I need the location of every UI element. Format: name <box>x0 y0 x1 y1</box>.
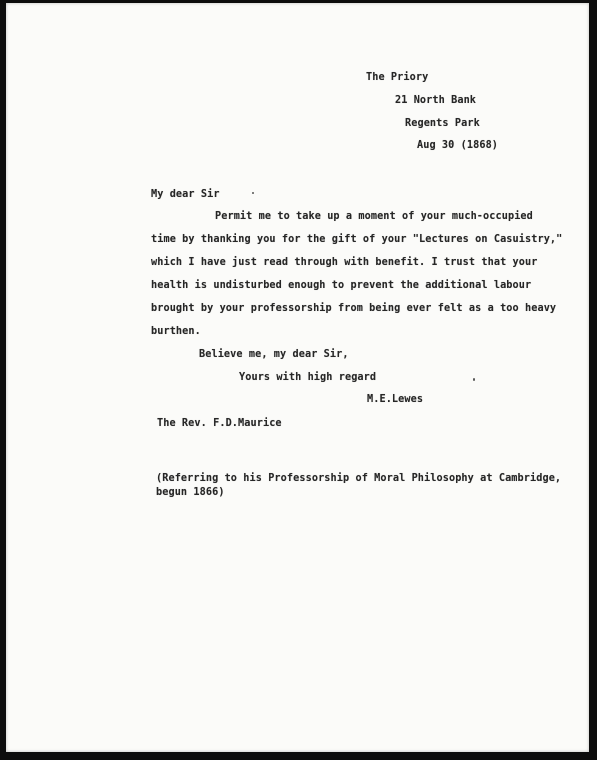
body-line-6: burthen. <box>151 326 201 337</box>
body-line-4: health is undisturbed enough to prevent the additional labour <box>151 280 532 291</box>
note-line-2: begun 1866) <box>156 487 225 498</box>
letter-date: Aug 30 (1868) <box>417 140 499 151</box>
letter-page <box>6 3 589 752</box>
salutation: My dear Sir <box>151 189 220 200</box>
address-line-1: The Priory <box>366 72 429 83</box>
stray-ink-mark <box>473 378 475 381</box>
body-line-3: which I have just read through with benefit. I trust that your <box>151 257 538 268</box>
body-line-2: time by thanking you for the gift of your "Lectures on Casuistry," <box>151 234 563 245</box>
signature: M.E.Lewes <box>367 394 424 405</box>
stray-ink-dot <box>252 192 254 194</box>
address-line-2: 21 North Bank <box>395 95 477 106</box>
address-line-3: Regents Park <box>405 118 480 129</box>
closing-line-2: Yours with high regard <box>239 372 377 383</box>
closing-line-1: Believe me, my dear Sir, <box>199 349 349 360</box>
body-line-1: Permit me to take up a moment of your much-occupied <box>215 211 533 222</box>
body-line-5: brought by your professorship from being ever felt as a too heavy <box>151 303 557 314</box>
recipient: The Rev. F.D.Maurice <box>157 418 282 429</box>
note-line-1: (Referring to his Professorship of Moral Philosophy at Cambridge, <box>156 473 562 484</box>
